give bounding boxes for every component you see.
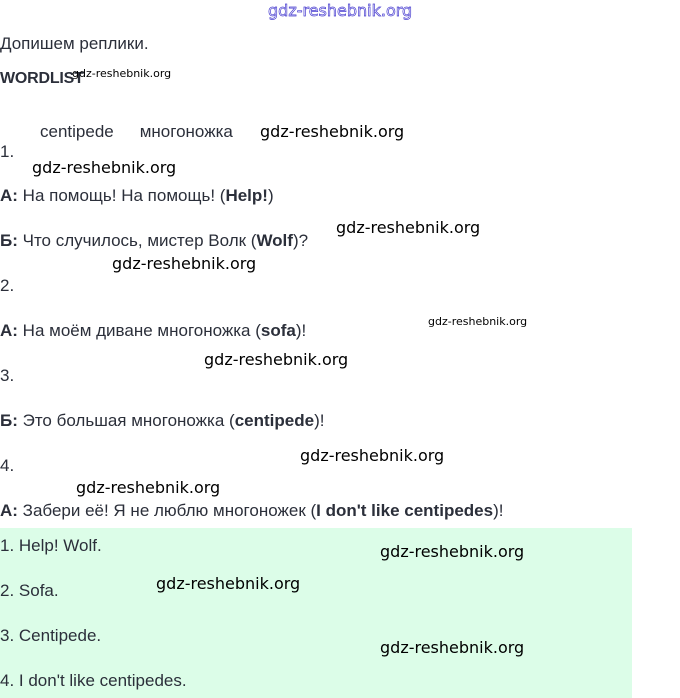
item-number: 4. (0, 456, 15, 475)
item-number: 2. (0, 276, 15, 295)
watermark: gdz-reshebnik.org (300, 446, 445, 465)
wordlist-translation: многоножка (139, 122, 233, 141)
item-number: 3. (0, 366, 15, 385)
wordlist-term: centipede (40, 122, 114, 141)
watermark: gdz-reshebnik.org (336, 218, 481, 237)
watermark: gdz-reshebnik.org (156, 574, 301, 593)
watermark-top: gdz-reshebnik.org (268, 1, 413, 20)
watermark: gdz-reshebnik.org (260, 122, 405, 141)
watermark: gdz-reshebnik.org (428, 315, 528, 328)
answer-box (0, 528, 632, 698)
answer-line: 4. I don't like centipedes. (0, 671, 187, 690)
watermark: gdz-reshebnik.org (204, 350, 349, 369)
watermark: gdz-reshebnik.org (380, 542, 525, 561)
wordlist-heading: WORDLIST (0, 70, 84, 87)
item-number: 1. (0, 142, 15, 161)
dialogue-line: А: Забери её! Я не люблю многоножек (I don't like centipedes)! (0, 501, 504, 520)
page-title: Допишем реплики. (0, 34, 149, 53)
watermark: gdz-reshebnik.org (76, 478, 221, 497)
dialogue-line: А: На моём диване многоножка (sofa)! (0, 321, 307, 340)
dialogue-line: Б: Это большая многоножка (centipede)! (0, 411, 325, 430)
answer-line: 1. Help! Wolf. (0, 536, 102, 555)
dialogue-line: Б: Что случилось, мистер Волк (Wolf)? (0, 231, 309, 250)
answer-line: 3. Centipede. (0, 626, 102, 645)
answer-line: 2. Sofa. (0, 581, 59, 600)
dialogue-line: А: На помощь! На помощь! (Help!) (0, 186, 274, 205)
watermark: gdz-reshebnik.org (112, 254, 257, 273)
watermark: gdz-reshebnik.org (380, 638, 525, 657)
watermark: gdz-reshebnik.org (32, 158, 177, 177)
watermark: gdz-reshebnik.org (72, 67, 172, 80)
wordlist-entry (40, 122, 233, 141)
